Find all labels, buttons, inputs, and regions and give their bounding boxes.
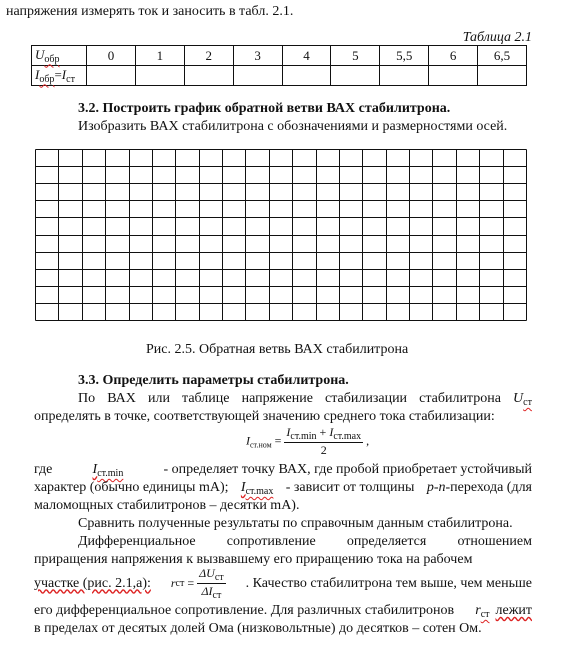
- paragraph-2-line-1: где $I_{ст.min}$ - определяет точку ВАХ, где пробой приобретает устойчивый: [34, 462, 532, 479]
- paragraph-1-line-2: определять в точке, соответствующей значению среднего тока стабилизации:: [34, 409, 495, 424]
- formula-differential-resistance: r ст = $\frac{\Delta U_{ст}}{\Delta I_{ст}}$: [170, 566, 224, 601]
- table-cell: 5: [331, 46, 380, 66]
- table-cell-empty[interactable]: [429, 66, 478, 86]
- table-row-i: [32, 66, 527, 86]
- paragraph-5-line-2: в пределах от десятых долей Ома (низковольтные) до десятков – сотен Ом.: [34, 621, 482, 636]
- table-cell: 5,5: [380, 46, 429, 66]
- figure-caption: Рис. 2.5. Обратная ветвь ВАХ стабилитрона: [146, 342, 409, 357]
- table-cell-empty[interactable]: [331, 66, 380, 86]
- paragraph-1-line-1: По ВАХ или таблице напряжение стабилизации стабилитрона $U_{ст}$: [78, 391, 532, 408]
- table-cell-empty[interactable]: [184, 66, 233, 86]
- section-3-2-heading: 3.2. Построить график обратной ветви ВАХ стабилитрона.: [78, 101, 451, 116]
- table-cell-empty[interactable]: [282, 66, 331, 86]
- table-cell: 4: [282, 46, 331, 66]
- table-cell: 2: [184, 46, 233, 66]
- paragraph-4-line-2: приращения напряжения к вызвавшему его приращению тока на рабочем: [34, 552, 473, 567]
- graph-paper-grid: [35, 149, 527, 321]
- table-cell: 0: [87, 46, 136, 66]
- table-cell: 3: [233, 46, 282, 66]
- table-cell-empty[interactable]: [135, 66, 184, 86]
- top-line: напряжения измерять ток и заносить в табл. 2.1.: [6, 4, 294, 19]
- table-2-1: [31, 45, 527, 86]
- paragraph-2-line-2: характер (обычно единицы mA); $I_{ст.max}$ - зависит от толщины p-n-перехода (для: [34, 480, 532, 497]
- table-cell-label: $U_{обр}$: [32, 46, 87, 66]
- table-cell-empty[interactable]: [233, 66, 282, 86]
- table-row-u: [32, 46, 527, 66]
- table-cell: 6,5: [478, 46, 527, 66]
- table-caption: Таблица 2.1: [462, 30, 532, 45]
- section-3-2-text: Изобразить ВАХ стабилитрона с обозначениями и размерностями осей.: [78, 119, 508, 134]
- table-cell: 1: [135, 46, 184, 66]
- table-cell: 6: [429, 46, 478, 66]
- table-cell-label: $I_{обр}=I_{ст}$: [32, 66, 87, 86]
- paragraph-5-line-1: его дифференциальное сопротивление. Для различных стабилитронов $r_{ст}$ лежит: [34, 603, 532, 620]
- paragraph-3: Сравнить полученные результаты по справочным данным стабилитрона.: [78, 516, 513, 531]
- table-cell-empty[interactable]: [87, 66, 136, 86]
- formula-fraction: $\frac{I_{ст.min} + I_{ст.max}}{2}$: [286, 425, 362, 457]
- table-cell-empty[interactable]: [380, 66, 429, 86]
- section-3-3-heading: 3.3. Определить параметры стабилитрона.: [78, 373, 349, 388]
- paragraph-2-line-3: маломощных стабилитронов – десятки mA).: [34, 498, 300, 513]
- paragraph-4-line-3: участке (рис. 2.1,а): r ст = $\frac{\Delta U_{ст}}{\Delta I_{ст}}$ . Качество стабилитрона тем выше, чем меньше: [34, 566, 532, 601]
- formula-nominal-current: $I_{ст.ном}$ = $\frac{I_{ст.min} + I_{ст.max}}{2}$ ,: [246, 425, 370, 457]
- table-cell-empty[interactable]: [478, 66, 527, 86]
- paragraph-4-line-1: Дифференциальное сопротивление определяется отношением: [78, 534, 532, 549]
